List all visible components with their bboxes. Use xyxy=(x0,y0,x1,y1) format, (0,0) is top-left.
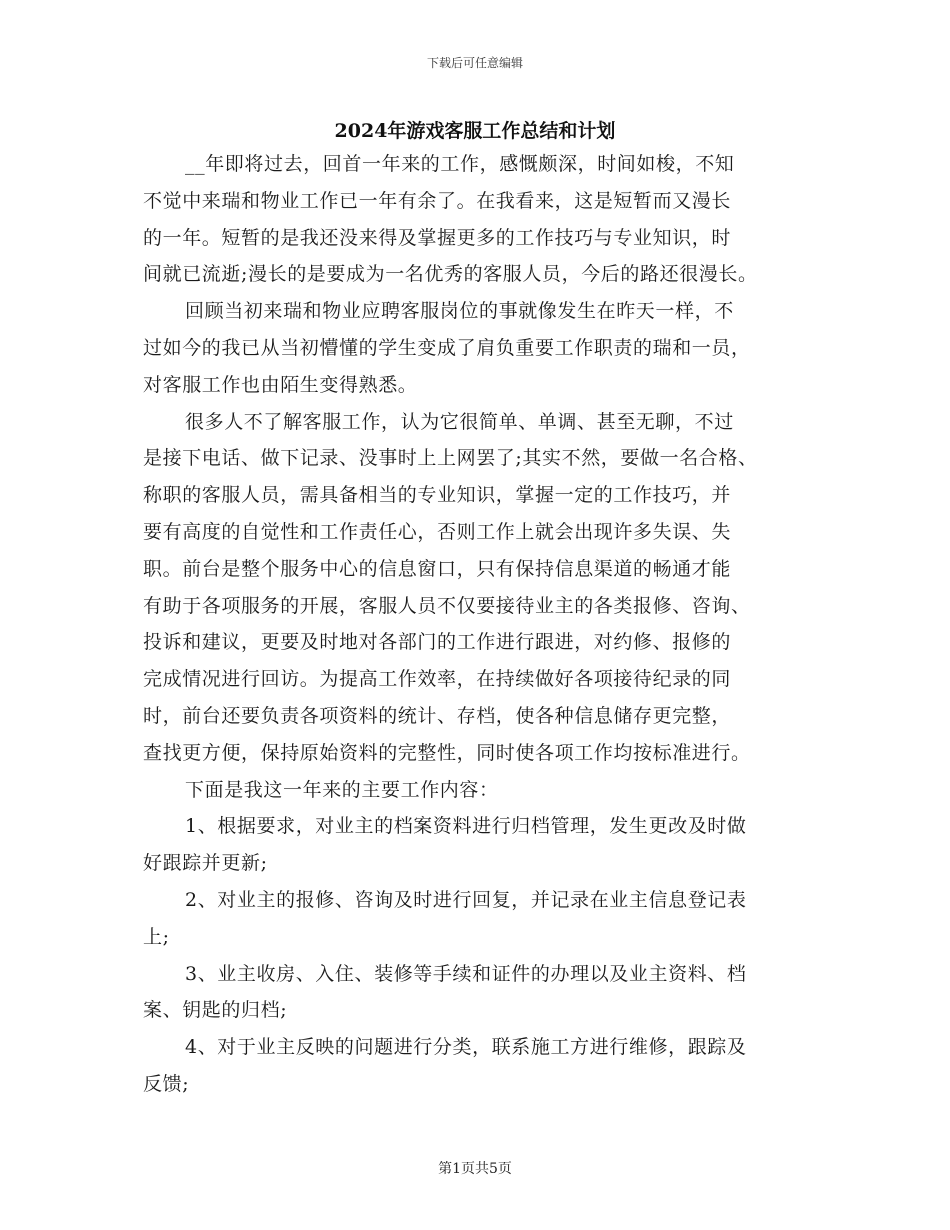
text-line: 间就已流逝;漫长的是要成为一名优秀的客服人员，今后的路还很漫长。 xyxy=(143,263,758,286)
document-body xyxy=(143,146,815,1103)
text-line: 很多人不了解客服工作，认为它很简单、单调、甚至无聊，不过 xyxy=(185,410,734,433)
text-line: 4、对于业主反映的问题进行分类，联系施工方进行维修，跟踪及 xyxy=(185,1036,747,1059)
text-line: 称职的客服人员，需具备相当的专业知识，掌握一定的工作技巧，并 xyxy=(143,484,732,507)
text-line: 下面是我这一年来的主要工作内容： xyxy=(185,778,499,801)
text-line: 投诉和建议，更要及时地对各部门的工作进行跟进，对约修、报修的 xyxy=(143,631,732,654)
text-line: __年即将过去，回首一年来的工作，感慨颇深，时间如梭，不知 xyxy=(185,153,735,175)
text-line: 好跟踪并更新; xyxy=(143,852,268,875)
text-line: 2、对业主的报修、咨询及时进行回复，并记录在业主信息登记表 xyxy=(185,888,747,911)
text-line: 案、钥匙的归档; xyxy=(143,999,288,1022)
header-note: 下载后可任意编辑 xyxy=(426,56,523,70)
page-footer: 第1页共5页 xyxy=(438,1161,512,1177)
text-line: 反馈; xyxy=(143,1072,190,1095)
text-line: 3、业主收房、入住、装修等手续和证件的办理以及业主资料、档 xyxy=(185,962,747,985)
text-line: 完成情况进行回访。为提高工作效率，在持续做好各项接待纪录的同 xyxy=(143,668,732,691)
text-line: 有助于各项服务的开展，客服人员不仅要接待业主的各类报修、咨询、 xyxy=(143,594,751,617)
text-line: 过如今的我已从当初懵懂的学生变成了肩负重要工作职责的瑞和一员， xyxy=(143,336,751,359)
text-line: 是接下电话、做下记录、没事时上上网罢了;其实不然，要做一名合格、 xyxy=(143,447,758,470)
text-line: 时，前台还要负责各项资料的统计、存档，使各种信息储存更完整， xyxy=(143,704,732,727)
text-line: 职。前台是整个服务中心的信息窗口，只有保持信息渠道的畅通才能 xyxy=(143,557,732,580)
text-line: 回顾当初来瑞和物业应聘客服岗位的事就像发生在昨天一样，不 xyxy=(185,300,734,323)
text-line: 查找更方便，保持原始资料的完整性，同时使各项工作均按标准进行。 xyxy=(143,741,751,764)
text-line: 要有高度的自觉性和工作责任心，否则工作上就会出现许多失误、失 xyxy=(143,520,732,543)
text-line: 的一年。短暂的是我还没来得及掌握更多的工作技巧与专业知识，时 xyxy=(143,226,732,249)
document-title: 2024年游戏客服工作总结和计划 xyxy=(334,120,616,142)
text-line: 对客服工作也由陌生变得熟悉。 xyxy=(143,373,418,396)
text-line: 不觉中来瑞和物业工作已一年有余了。在我看来，这是短暂而又漫长 xyxy=(143,189,732,212)
text-line: 上; xyxy=(143,925,170,948)
text-line: 1、根据要求，对业主的档案资料进行归档管理，发生更改及时做 xyxy=(185,815,747,838)
